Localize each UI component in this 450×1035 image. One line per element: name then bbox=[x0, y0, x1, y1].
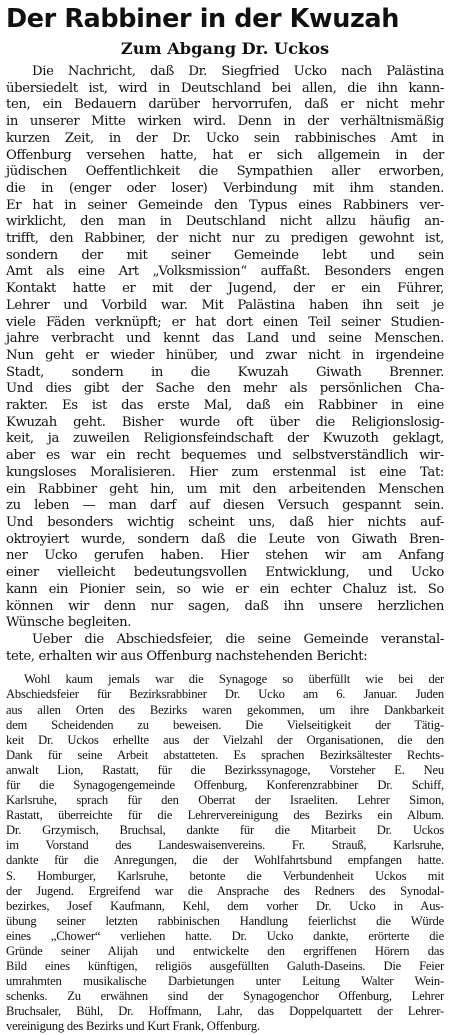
report-line: eines „Chower“ verliehen hatte. Dr. Ucko dankte, erörterte die bbox=[6, 928, 444, 943]
lead-line: trifft, den Rabbiner, der nicht nur zu predigen gewohnt ist, bbox=[6, 231, 444, 247]
article-headline: Der Rabbiner in der Kwuzah bbox=[6, 4, 399, 34]
lead-line: Lehrer und Vorbild war. Mit Palästina haben ihn seit je bbox=[6, 297, 444, 313]
report-line: umrahmten musikalische Darbietungen unter Leitung Walter Wein- bbox=[6, 974, 444, 989]
lead-line: sondern der mit seiner Gemeinde lebt und sein bbox=[6, 247, 444, 263]
report-line: im Vorstand des Landeswaisenvereins. Fr. Strauß, Karlsruhe, bbox=[6, 838, 444, 853]
report-line: Gründe seiner Alijah und entwickelte den ergriffenen Hörern das bbox=[6, 944, 444, 958]
report-line: anwalt Lion, Rastatt, für die Bezirkssynagoge, Vorsteher E. Neu bbox=[6, 762, 444, 777]
lead-line: tete, erhalten wir aus Offenburg nachstehenden Bericht: bbox=[6, 648, 368, 664]
lead-line: wirklicht, den man in Deutschland nicht allzu häufig an- bbox=[6, 214, 444, 230]
report-line: Bruchsaler, Bühl, Dr. Hoffmann, Lahr, das Doppelquartett der Lehrer- bbox=[6, 1004, 444, 1019]
lead-line: kann ein Pionier sein, so wie er ein echter Chaluz ist. So bbox=[6, 581, 444, 597]
article-lead-text bbox=[6, 64, 444, 665]
lead-line: keit, ja zuweilen Religionsfeindschaft der Kwuzoth geklagt, bbox=[6, 431, 444, 447]
lead-line: Die Nachricht, daß Dr. Siegfried Ucko nach Palästina bbox=[32, 64, 444, 79]
lead-line: ein Rabbiner geht hin, um mit den arbeitenden Menschen bbox=[6, 481, 444, 497]
report-line: Dank für seine Arbeit abstatteten. Es sprachen Bezirksältester Rechts- bbox=[6, 747, 444, 762]
report-line: aus allen Orten des Bezirks waren gekommen, um ihre Dankbarkeit bbox=[6, 702, 444, 717]
lead-line: kurzen Zeit, in der Dr. Ucko sein rabbinisches Amt in bbox=[6, 130, 444, 146]
lead-line: einer vielleicht bedeutungsvollen Entwicklung, und Ucko bbox=[6, 565, 444, 581]
article-subheadline: Zum Abgang Dr. Uckos bbox=[120, 39, 330, 58]
lead-line: Kontakt hatte er mit der Jugend, der er ein Führer, bbox=[6, 281, 444, 297]
lead-line: ner Ucko gerufen haben. Hier stehen wir am Anfang bbox=[6, 548, 444, 564]
report-line: Abschiedsfeier für Bezirksrabbiner Dr. Ucko am 6. Januar. Juden bbox=[6, 687, 444, 702]
report-line: bezirkes, Josef Kaufmann, Kehl, dem vorher Dr. Ucko in Aus- bbox=[6, 898, 444, 913]
report-line: Dr. Grzymisch, Bruchsal, dankte für die Mitarbeit Dr. Uckos bbox=[6, 823, 444, 838]
lead-line: ten, ein Bedauern darüber hervorrufen, daß er nicht mehr bbox=[6, 97, 444, 113]
lead-line: Nun geht er wieder hinüber, und zwar nicht in irgendeine bbox=[6, 347, 444, 363]
lead-line: Stadt, sondern in die Kwuzah Giwath Brenner. bbox=[6, 364, 444, 380]
lead-line: die in (enger oder loser) Verbindung mit ihm standen. bbox=[6, 180, 444, 196]
lead-line: oktroyiert wurde, sondern daß die Leute von Giwath Bren- bbox=[6, 531, 444, 547]
report-line: vereinigung des Bezirks und Kurt Frank, Offenburg. bbox=[6, 1019, 260, 1034]
report-line: Bild eines künftigen, religiös ausgefüllten Galuth-Daseins. Die Feier bbox=[6, 959, 444, 974]
lead-line: Ueber die Abschiedsfeier, die seine Gemeinde veranstal- bbox=[32, 631, 444, 647]
lead-line: rakter. Es ist das erste Mal, daß ein Rabbiner in eine bbox=[6, 398, 444, 414]
report-line: Wohl kaum jemals war die Synagoge so überfüllt wie bei der bbox=[24, 672, 444, 687]
report-line: übung seiner letzten rabbinischen Handlung feierlichst die Würde bbox=[6, 913, 444, 928]
lead-line: Amt als eine Art „Volksmission“ auffaßt. Besonders engen bbox=[6, 264, 444, 280]
lead-line: kungsloses Moralisieren. Hier zum erstenmal ist eine Tat: bbox=[6, 464, 444, 480]
lead-line: viele Fäden verknüpft; er hat dort einen Teil seiner Studien- bbox=[6, 314, 444, 330]
report-line: keit Dr. Uckos erhellte aus der Vielzahl der Organisationen, die den bbox=[6, 732, 444, 747]
lead-line: Wünsche begleiten. bbox=[6, 615, 132, 631]
lead-line: jahre verbracht und kennt das Land und seine Menschen. bbox=[6, 331, 444, 347]
lead-line: übersiedelt ist, wird in Deutschland bei allen, die ihn kann- bbox=[6, 80, 444, 96]
report-line: S. Homburger, Karlsruhe, betonte die Verbundenheit Uckos mit bbox=[6, 868, 444, 883]
lead-line: Und dies gibt der Sache den mehr als persönlichen Cha- bbox=[6, 381, 444, 397]
article-report-text bbox=[6, 672, 444, 1034]
lead-line: Offenburg versehen hatte, hat er sich allgemein in der bbox=[6, 147, 444, 163]
lead-line: Und besonders wichtig scheint uns, daß hier nichts auf- bbox=[6, 514, 444, 530]
lead-line: Kwuzah geht. Bisher wurde oft über die Religionslosig- bbox=[6, 414, 444, 430]
newspaper-clipping bbox=[6, 2, 444, 1034]
report-line: schenks. Zu erwähnen sind der Synagogenchor Offenburg, Lehrer bbox=[6, 989, 444, 1004]
report-line: Rastatt, überreichte für die Lehrervereinigung des Bezirks ein Album. bbox=[6, 808, 444, 823]
lead-line: in unserer Mitte wirken wird. Denn in der verhältnismäßig bbox=[6, 114, 444, 130]
report-line: dankte für die Anregungen, die der Wohlfahrtsbund empfangen hatte. bbox=[6, 853, 444, 868]
lead-line: zu leben — man darf auf diesen Versuch gespannt sein. bbox=[6, 498, 444, 514]
lead-line: Er hat in seiner Gemeinde den Typus eines Rabbiners ver- bbox=[6, 197, 444, 213]
lead-line: jüdischen Oeffentlichkeit die Sympathien aller erworben, bbox=[6, 164, 444, 180]
report-line: dem Scheidenden zu beweisen. Die Vielseitigkeit der Tätig- bbox=[6, 717, 444, 732]
lead-line: aber es war ein recht bequemes und selbstverständlich wir- bbox=[6, 448, 444, 464]
report-line: für die Synagogengemeinde Offenburg, Konferenzrabbiner Dr. Schiff, bbox=[6, 777, 444, 792]
report-line: Karlsruhe, sprach für den Oberrat der Israeliten. Lehrer Simon, bbox=[6, 793, 444, 808]
lead-line: können wir denn nur sagen, daß ihn unsere herzlichen bbox=[6, 598, 444, 614]
report-line: der Jugend. Ergreifend war die Ansprache des Redners des Synodal- bbox=[6, 883, 444, 898]
